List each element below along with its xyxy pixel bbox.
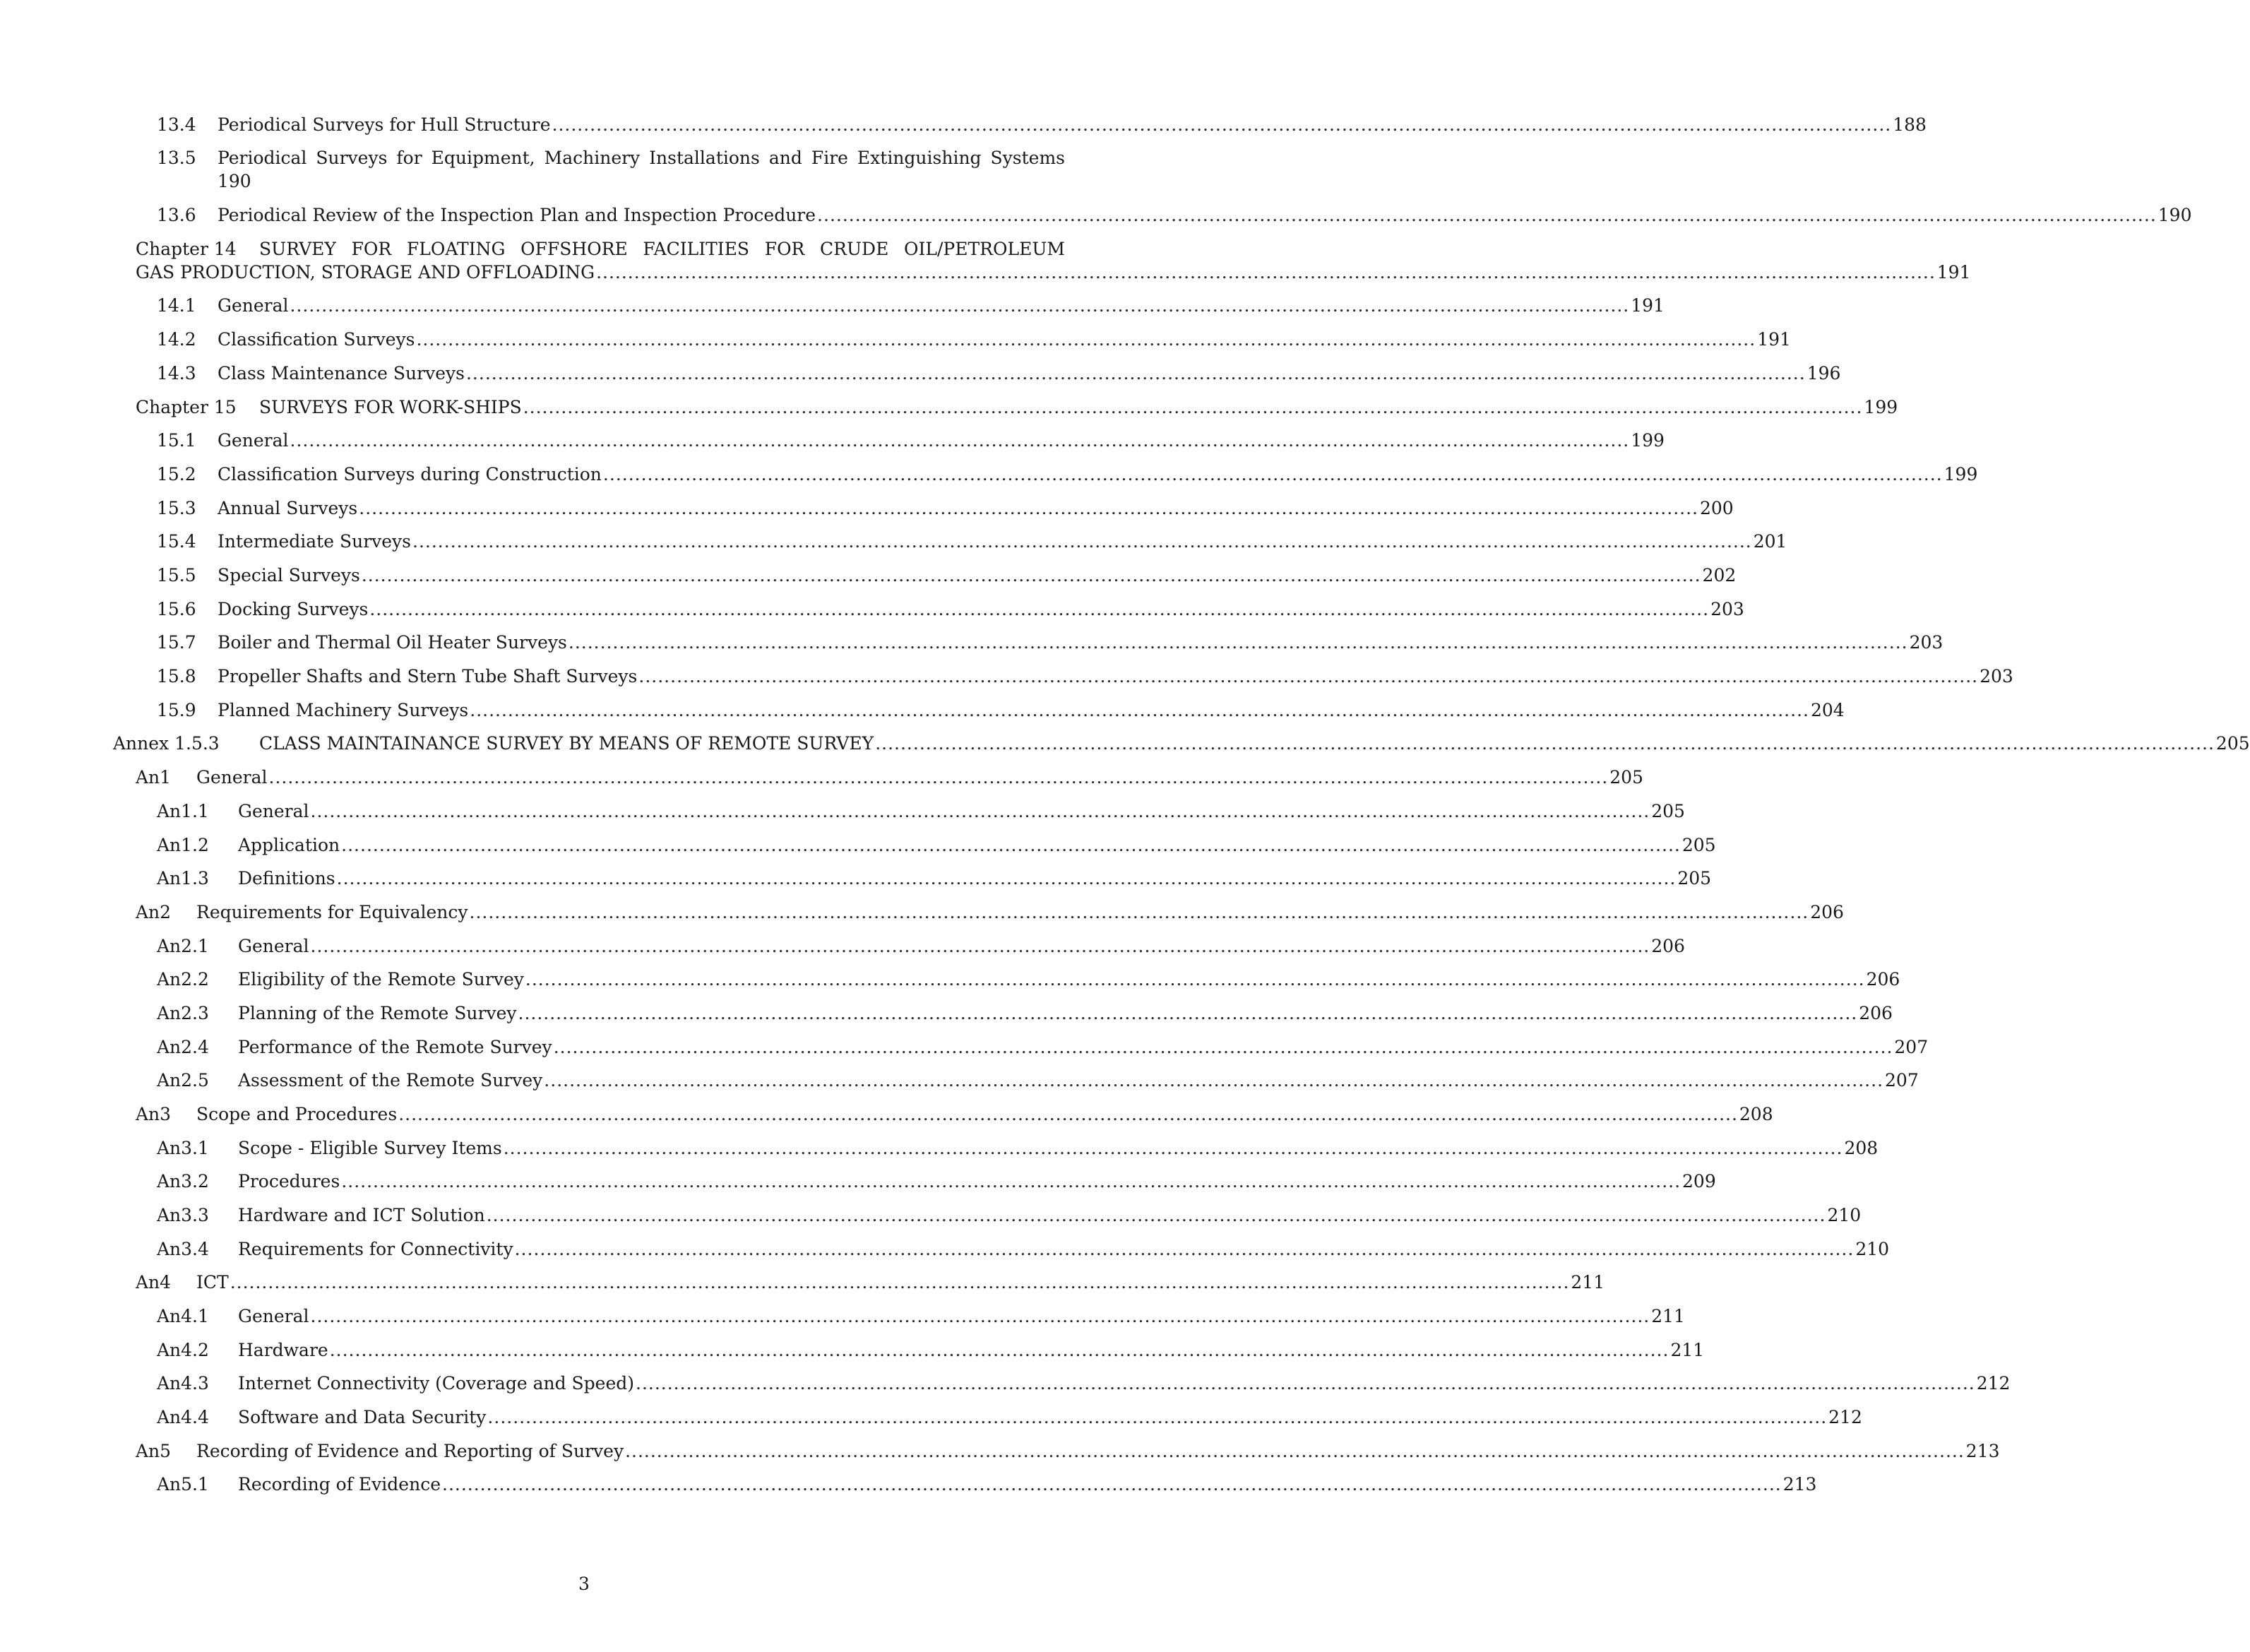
toc-number: 14.1	[157, 295, 196, 316]
toc-number: 13.4	[157, 114, 196, 135]
toc-page: 210	[1827, 1205, 1862, 1225]
toc-page: 206	[1866, 969, 1900, 990]
toc-leader: ....................................................................................................................................................................................................................	[544, 1070, 1884, 1091]
toc-entry-15-6[interactable]	[157, 598, 1744, 621]
toc-number: An2.4	[157, 1037, 209, 1057]
toc-page: 199	[1631, 430, 1665, 451]
toc-entry-an2-4[interactable]	[157, 1035, 1929, 1059]
toc-page: 211	[1670, 1340, 1705, 1360]
toc-title: Software and Data Security	[238, 1407, 487, 1427]
toc-page: 190	[218, 171, 251, 191]
toc-number: An3.3	[157, 1205, 209, 1225]
toc-title: Recording of Evidence	[238, 1474, 441, 1494]
toc-number: 15.7	[157, 632, 196, 653]
toc-number: An2.1	[157, 936, 209, 956]
toc-page: 191	[1631, 295, 1665, 316]
toc-title: Procedures	[238, 1171, 340, 1192]
toc-entry-an4-1[interactable]	[157, 1305, 1685, 1328]
toc-leader: ....................................................................................................................................................................................................................	[341, 1171, 1681, 1192]
toc-title: Eligibility of the Remote Survey	[238, 969, 524, 990]
toc-number: An2.5	[157, 1070, 209, 1091]
toc-entry-15-8[interactable]	[157, 665, 2013, 688]
toc-page: 201	[1753, 531, 1787, 552]
toc-page: 188	[1893, 114, 1927, 135]
toc-page: 199	[1944, 464, 1978, 485]
toc-title: Hardware and ICT Solution	[238, 1205, 485, 1225]
toc-title: Performance of the Remote Survey	[238, 1037, 552, 1057]
toc-leader: ....................................................................................................................................................................................................................	[503, 1138, 1843, 1158]
toc-title: Special Surveys	[218, 565, 360, 586]
toc-page: 209	[1682, 1171, 1716, 1192]
toc-page: 212	[1828, 1407, 1862, 1427]
toc-entry-an4[interactable]	[136, 1271, 1605, 1294]
toc-entry-an1-2[interactable]	[157, 833, 1716, 857]
toc-number: Annex 1.5.3	[113, 733, 220, 754]
toc-entry-15-7[interactable]	[157, 631, 1944, 654]
toc-leader: ....................................................................................................................................................................................................................	[310, 801, 1650, 821]
toc-page: 210	[1855, 1239, 1890, 1259]
toc-entry-an1-3[interactable]	[157, 867, 1712, 890]
toc-number: An2	[136, 902, 172, 922]
toc-page: 208	[1844, 1138, 1879, 1158]
toc-entry-an2-2[interactable]	[157, 968, 1900, 991]
toc-entry-an1-1[interactable]	[157, 800, 1685, 823]
toc-page: 205	[1609, 767, 1643, 788]
toc-leader: ....................................................................................................................................................................................................................	[412, 531, 1752, 552]
toc-title: General	[238, 801, 309, 821]
toc-title: Classification Surveys	[218, 329, 415, 350]
toc-leader: ....................................................................................................................................................................................................................	[552, 114, 1892, 135]
toc-entry-an3-1[interactable]	[157, 1136, 1879, 1160]
toc-number: 15.2	[157, 464, 196, 485]
toc-entry-an3-2[interactable]	[157, 1170, 1716, 1193]
toc-page: 213	[1782, 1474, 1817, 1494]
toc-number: An2.2	[157, 969, 209, 990]
toc-entry-13-6[interactable]	[157, 203, 2192, 227]
toc-entry-an3-4[interactable]	[157, 1237, 1890, 1261]
toc-number: 14.2	[157, 329, 196, 350]
toc-title: Scope and Procedures	[196, 1104, 398, 1124]
toc-page: 206	[1859, 1003, 1893, 1023]
toc-title: Class Maintenance Surveys	[218, 363, 465, 384]
toc-leader: ....................................................................................................................................................................................................................	[518, 1003, 1858, 1023]
toc-title: General	[218, 430, 289, 451]
toc-title: Scope - Eligible Survey Items	[238, 1138, 502, 1158]
toc-leader: ....................................................................................................................................................................................................................	[469, 902, 1809, 922]
toc-leader: ....................................................................................................................................................................................................................	[442, 1474, 1782, 1494]
toc-page: 205	[1681, 835, 1716, 855]
toc-number: An1.2	[157, 835, 209, 855]
toc-title: Requirements for Equivalency	[196, 902, 468, 922]
toc-number: An5.1	[157, 1474, 209, 1494]
toc-page: 204	[1810, 700, 1845, 720]
toc-page: 191	[1936, 262, 1971, 283]
toc-entry-chapter-14[interactable]	[136, 237, 1971, 284]
toc-entry-an4-4[interactable]	[157, 1406, 1862, 1429]
toc-leader: ....................................................................................................................................................................................................................	[553, 1037, 1893, 1057]
toc-page: 196	[1806, 363, 1841, 384]
toc-entry-an2-5[interactable]	[157, 1069, 1919, 1092]
toc-title: Periodical Surveys for Equipment, Machinery Installations and Fire Extinguishing Systems	[218, 148, 1065, 168]
toc-title: Requirements for Connectivity	[238, 1239, 513, 1259]
toc-page: 206	[1810, 902, 1844, 922]
toc-number: 14.3	[157, 363, 196, 384]
toc-title: Boiler and Thermal Oil Heater Surveys	[218, 632, 567, 653]
toc-leader: ....................................................................................................................................................................................................................	[230, 1272, 1570, 1293]
toc-leader: ....................................................................................................................................................................................................................	[568, 632, 1908, 653]
toc-entry-an2-3[interactable]	[157, 1002, 1893, 1025]
toc-title: General	[218, 295, 289, 316]
toc-title: Hardware	[238, 1340, 328, 1360]
toc-entry-chapter-15[interactable]	[136, 396, 1898, 419]
toc-page: 208	[1739, 1104, 1773, 1124]
page-number: 3	[578, 1574, 590, 1594]
toc-page: 202	[1702, 565, 1737, 586]
toc-number: An3.4	[157, 1239, 209, 1259]
toc-title: CLASS MAINTAINANCE SURVEY BY MEANS OF REMOTE SURVEY	[259, 733, 874, 754]
toc-title: Propeller Shafts and Stern Tube Shaft Surveys	[218, 666, 638, 687]
toc-entry-14-3[interactable]	[157, 362, 1841, 385]
toc-leader: ....................................................................................................................................................................................................................	[514, 1239, 1855, 1259]
toc-entry-15-3[interactable]	[157, 497, 1734, 520]
toc-number: An4	[136, 1272, 172, 1293]
toc-leader: ....................................................................................................................................................................................................................	[268, 767, 1609, 788]
toc-entry-14-1[interactable]	[157, 294, 1665, 317]
toc-leader: ....................................................................................................................................................................................................................	[361, 565, 1701, 586]
toc-leader: ....................................................................................................................................................................................................................	[329, 1340, 1669, 1360]
toc-page: 203	[1710, 599, 1744, 619]
toc-number: An5	[136, 1441, 172, 1461]
toc-entry-an4-3[interactable]	[157, 1372, 2011, 1395]
toc-entry-annex-1-5-3[interactable]	[113, 732, 2250, 755]
toc-title: Docking Surveys	[218, 599, 369, 619]
toc-leader: ....................................................................................................................................................................................................................	[359, 498, 1698, 518]
toc-title: Assessment of the Remote Survey	[238, 1070, 543, 1091]
toc-title: Planning of the Remote Survey	[238, 1003, 517, 1023]
toc-leader: ....................................................................................................................................................................................................................	[625, 1441, 1965, 1461]
toc-leader: ....................................................................................................................................................................................................................	[310, 936, 1650, 956]
toc-number: An2.3	[157, 1003, 209, 1023]
toc-entry-an4-2[interactable]	[157, 1338, 1705, 1362]
toc-number: An3.2	[157, 1171, 209, 1192]
toc-number: 15.1	[157, 430, 196, 451]
toc-entry-15-1[interactable]	[157, 429, 1665, 452]
toc-number: 15.3	[157, 498, 196, 518]
toc-number: Chapter 14	[136, 239, 237, 259]
toc-leader: ....................................................................................................................................................................................................................	[523, 397, 1863, 417]
toc-title: Internet Connectivity (Coverage and Speed)	[238, 1373, 634, 1393]
toc-leader: ....................................................................................................................................................................................................................	[525, 969, 1865, 990]
toc-page: 213	[1965, 1441, 2000, 1461]
toc-page: 205	[1651, 801, 1685, 821]
toc-page: 207	[1894, 1037, 1929, 1057]
toc-leader: ....................................................................................................................................................................................................................	[290, 430, 1630, 451]
toc-entry-an3[interactable]	[136, 1103, 1773, 1126]
toc-entry-15-9[interactable]	[157, 699, 1845, 722]
toc-entry-an1[interactable]	[136, 766, 1643, 789]
toc-entry-13-4[interactable]	[157, 113, 1927, 136]
toc-page: 211	[1651, 1306, 1685, 1326]
toc-entry-an3-3[interactable]	[157, 1204, 1862, 1227]
toc-page: 205	[2215, 733, 2250, 754]
toc-leader: ....................................................................................................................................................................................................................	[596, 262, 1936, 283]
toc-page: 207	[1885, 1070, 1919, 1091]
toc-number: 13.6	[157, 205, 196, 225]
toc-title: General	[238, 936, 309, 956]
toc-number: An4.4	[157, 1407, 209, 1427]
toc-number: An3	[136, 1104, 172, 1124]
toc-leader: ....................................................................................................................................................................................................................	[398, 1104, 1738, 1124]
toc-number: An1.3	[157, 868, 209, 889]
toc-page: 206	[1651, 936, 1685, 956]
toc-number: Chapter 15	[136, 397, 237, 417]
toc-leader: ....................................................................................................................................................................................................................	[369, 599, 1710, 619]
toc-page: 203	[1909, 632, 1944, 653]
toc-page: 200	[1699, 498, 1734, 518]
toc-leader: ....................................................................................................................................................................................................................	[310, 1306, 1650, 1326]
toc-number: An4.1	[157, 1306, 209, 1326]
toc-title-line2: GAS PRODUCTION, STORAGE AND OFFLOADING	[136, 262, 595, 283]
toc-leader: ....................................................................................................................................................................................................................	[486, 1205, 1826, 1225]
toc-leader: ....................................................................................................................................................................................................................	[416, 329, 1756, 350]
toc-number: An4.3	[157, 1373, 209, 1393]
toc-number: An3.1	[157, 1138, 209, 1158]
toc-number: An1.1	[157, 801, 209, 821]
toc-number: 15.9	[157, 700, 196, 720]
toc-leader: ....................................................................................................................................................................................................................	[465, 363, 1806, 384]
toc-number: 15.5	[157, 565, 196, 586]
toc-page: 190	[2157, 205, 2192, 225]
toc-number: 15.6	[157, 599, 196, 619]
toc-title: SURVEYS FOR WORK-SHIPS	[259, 397, 522, 417]
toc-title: Intermediate Surveys	[218, 531, 412, 552]
toc-page: 203	[1980, 666, 2013, 687]
toc-title: Application	[238, 835, 340, 855]
toc-page: 191	[1757, 329, 1791, 350]
toc-page: 199	[1864, 397, 1898, 417]
toc-leader: ....................................................................................................................................................................................................................	[817, 205, 2157, 225]
toc-number: 15.8	[157, 666, 196, 687]
toc-title: ICT	[196, 1272, 229, 1293]
toc-title: Classification Surveys during Construction	[218, 464, 602, 485]
toc-leader: ....................................................................................................................................................................................................................	[875, 733, 2215, 754]
toc-entry-an5[interactable]	[136, 1439, 2000, 1463]
toc-number: An4.2	[157, 1340, 209, 1360]
toc-entry-an5-1[interactable]	[157, 1473, 1817, 1496]
toc-entry-15-5[interactable]	[157, 564, 1737, 587]
toc-leader: ....................................................................................................................................................................................................................	[636, 1373, 1975, 1393]
toc-leader: ....................................................................................................................................................................................................................	[487, 1407, 1828, 1427]
toc-leader: ....................................................................................................................................................................................................................	[602, 464, 1943, 485]
toc-entry-an2-1[interactable]	[157, 934, 1685, 958]
toc-title: Definitions	[238, 868, 335, 889]
toc-leader: ....................................................................................................................................................................................................................	[336, 868, 1677, 889]
toc-entry-13-5[interactable]	[157, 146, 1065, 193]
toc-entry-an2[interactable]	[136, 901, 1844, 924]
toc-title: General	[196, 767, 268, 788]
toc-entry-15-2[interactable]	[157, 463, 1978, 486]
toc-leader: ....................................................................................................................................................................................................................	[470, 700, 1809, 720]
toc-leader: ....................................................................................................................................................................................................................	[638, 666, 1979, 687]
toc-entry-14-2[interactable]	[157, 328, 1791, 351]
toc-number: 13.5	[157, 148, 196, 168]
toc-title: Annual Surveys	[218, 498, 358, 518]
toc-page: 212	[1976, 1373, 2011, 1393]
toc-title: General	[238, 1306, 309, 1326]
toc-leader: ....................................................................................................................................................................................................................	[290, 295, 1630, 316]
toc-page: 205	[1677, 868, 1712, 889]
toc-title-line1: SURVEY FOR FLOATING OFFSHORE FACILITIES FOR CRUDE OIL/PETROLEUM	[259, 239, 1065, 259]
toc-title: Recording of Evidence and Reporting of Survey	[196, 1441, 624, 1461]
toc-leader: ....................................................................................................................................................................................................................	[341, 835, 1681, 855]
toc-entry-15-4[interactable]	[157, 530, 1787, 553]
toc-title: Periodical Review of the Inspection Plan and Inspection Procedure	[218, 205, 816, 225]
toc-title: Planned Machinery Surveys	[218, 700, 469, 720]
toc-number: 15.4	[157, 531, 196, 552]
toc-page: 211	[1571, 1272, 1605, 1293]
toc-number: An1	[136, 767, 172, 788]
toc-title: Periodical Surveys for Hull Structure	[218, 114, 551, 135]
